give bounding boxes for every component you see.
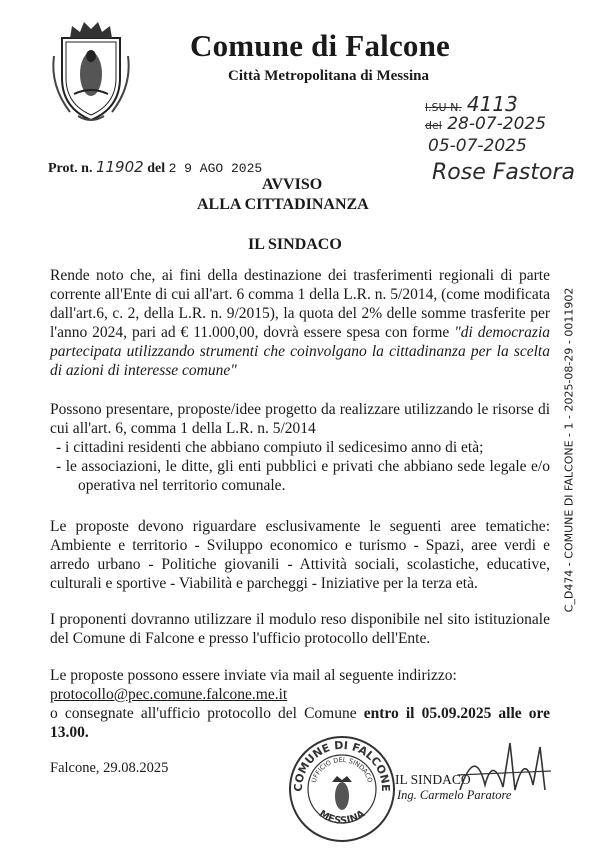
handwritten-signature: Rose Fastora xyxy=(432,160,575,185)
date-stamp: 2 9 AGO 2025 xyxy=(168,161,263,176)
list-item: - le associazioni, le ditte, gli enti pubblici e privati che abbiano sede legale e/o operativa nel territorio comunale. xyxy=(56,458,550,494)
signature-name: Ing. Carmelo Paratore xyxy=(397,788,512,802)
list-item: - i cittadini residenti che abbiano compiuto il sedicesimo anno di età; xyxy=(56,439,484,456)
notice-heading: AVVISO xyxy=(262,176,323,193)
protocol-number: 11902 xyxy=(95,158,144,176)
paragraph-form: I proponenti dovranno utilizzare il modulo reso disponibile nel sito istituzionale del Comune di Falcone e presso l'ufficio protocollo dell'Ente. xyxy=(50,611,550,647)
paragraph-destination: Rende noto che, ai fini della destinazione dei trasferimenti regionali di parte corrente all'Ente di cui all'art. 6 comma 1 della L.R. n. 5/2014, (come modificata dall'art.6, c. 2, della L.R. n. 9/2015), la quota del 2% delle somme trasferite per l'anno 2024, pari ad € 11.000,00, dovrà essere spesa con forme "di democrazia partecipata utilizzando strumenti che coinvolgano la cittadinanza per la scelta di azioni di interesse comune" xyxy=(50,267,551,379)
handwritten-signature-scrawl xyxy=(455,735,555,805)
page-title: Comune di Falcone xyxy=(190,28,451,63)
page-subtitle: Città Metropolitana di Messina xyxy=(228,68,429,84)
paragraph-themes: Le proposte devono riguardare esclusivamente le seguenti aree tematiche: Ambiente e territorio - Sviluppo economico e turismo - Spazi, aree verdi e arredo urbano - Politiche giovanili - Attività sociali, scolastiche, educative, culturali e sportive - Viabilità e parcheggi - Iniziative per la terza età. xyxy=(50,518,550,592)
signature-title: IL SINDACO xyxy=(395,772,471,787)
svg-text:UFFICIO DEL SINDACO: UFFICIO DEL SINDACO xyxy=(309,755,375,784)
municipal-crest-logo xyxy=(48,16,134,124)
paragraph-eligibility: Possono presentare, proposte/idee progetto da realizzare utilizzando le risorse di cui all'art. 6, comma 1 della L.R. n. 5/2014 - i cittadini residenti che abbiano compiuto il sedicesimo anno di età; - le associazioni, le ditte, gli enti pubblici e privati che abbiano sede legale e/o operativa nel territorio comunale. xyxy=(50,401,550,494)
protocol-line: Prot. n. 11902 del 2 9 AGO 2025 xyxy=(48,158,263,176)
deadline-text: entro il 05.09.2025 alle ore 13.00. xyxy=(50,705,550,741)
place-date: Falcone, 29.08.2025 xyxy=(50,760,169,776)
handwritten-number: l.SU N. 4113 xyxy=(425,92,518,116)
paragraph-submission: Le proposte possono essere inviate via mail al seguente indirizzo: protocollo@pec.comune.falcone.me.it o consegnate all'ufficio protocollo del Comune entro il 05.09.2025 alle ore 13.00. xyxy=(50,667,550,741)
notice-subheading: ALLA CITTADINANZA xyxy=(197,196,369,213)
svg-text:MESSINA: MESSINA xyxy=(316,808,368,827)
svg-text:COMUNE DI FALCONE: COMUNE DI FALCONE xyxy=(291,738,393,792)
handwritten-date-2: 05-07-2025 xyxy=(428,136,527,156)
email-link[interactable]: protocollo@pec.comune.falcone.me.it xyxy=(50,686,288,703)
official-stamp xyxy=(287,734,397,844)
handwritten-date-1: del 28-07-2025 xyxy=(425,114,547,134)
sindaco-heading: IL SINDACO xyxy=(248,236,342,253)
